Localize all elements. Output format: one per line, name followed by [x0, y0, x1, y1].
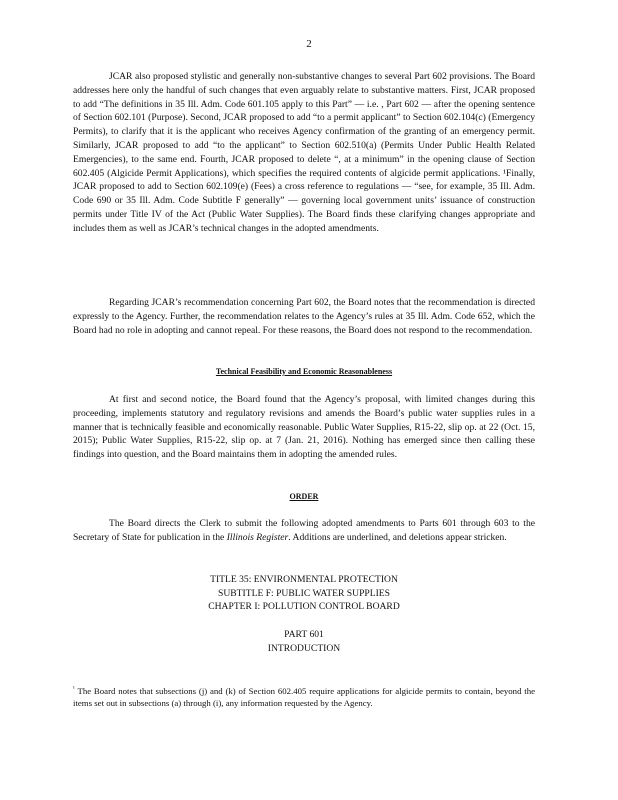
footnote-text: The Board notes that subsections (j) and (k) of Section 602.405 require applications for algicide permits to contain, beyond the items set out in subsections (a) through (i), any information requested by the Agency.	[73, 685, 536, 709]
paragraph-order	[73, 517, 535, 545]
footnote-mark: ¹	[73, 686, 75, 692]
order-text-1: The Board directs the Clerk to submit the following adopted amendments to Parts 601 through 603 to the Secretary of State for publication in the	[73, 518, 535, 543]
heading-order: ORDER	[289, 492, 319, 501]
part-number: PART 601	[284, 629, 324, 640]
paragraph-jcar-recommendation: Regarding JCAR’s recommendation concerning Part 602, the Board notes that the recommendation is directed expressly to the Agency. Further, the recommendation relates to the Agency’s rules at 35 Ill. Adm. Code 652, which the Board had no role in adopting and cannot repeal. For these reasons, the Board does not respond to the recommendation.	[73, 297, 535, 336]
title-line-2: SUBTITLE F: PUBLIC WATER SUPPLIES	[218, 587, 390, 599]
page-number: 2	[306, 38, 312, 50]
paragraph-jcar-changes: JCAR also proposed stylistic and generally non-substantive changes to several Part 602 provisions. The Board addresses here only the handful of such changes that even arguably relate to substantive matters. First, JCAR proposed to add “The definitions in 35 Ill. Adm. Code 601.105 apply to this Part” — i.e. , Part 602 — after the opening sentence of Section 602.101 (Purpose). Second, JCAR proposed to add “to a permit applicant” to Section 602.104(c) (Emergency Permits), to clarify that it is the applicant who receives Agency confirmation of the granting of an emergency permit. Similarly, JCAR proposed to add “to the applicant” to Section 602.510(a) (Permits Under Public Health Related Emergencies), to the same end. Fourth, JCAR proposed to delete “, at a minimum” in the opening clause of Section 602.405 (Algicide Permit Applications), which specifies the required contents of algicide permit applications. ¹Finally, JCAR proposed to add to Section 602.109(e) (Fees) a cross reference to regulations — “see, for example, 35 Ill. Adm. Code 690 or 35 Ill. Adm. Code Subtitle F generally” — governing local government units’ issuance of construction permits under Title IV of the Act (Public Water Supplies). The Board finds these clarifying changes appropriate and includes them as well as JCAR’s technical changes in the adopted amendments.	[73, 71, 535, 234]
footnote	[73, 683, 535, 710]
illinois-register-title: Illinois Register	[226, 531, 289, 543]
part-heading	[73, 628, 535, 655]
heading-technical-feasibility: Technical Feasibility and Economic Reasonableness	[215, 367, 393, 376]
title-block	[73, 573, 535, 614]
part-title: INTRODUCTION	[267, 642, 341, 654]
paragraph-technical-findings: At first and second notice, the Board found that the Agency’s proposal, with limited changes during this proceeding, implements statutory and regulatory revisions and amends the Board’s public water supplies rules in a manner that is technically feasible and economically reasonable. Public Water Supplies, R15-22, slip op. at 22 (Oct. 15, 2015); Public Water Supplies, R15-22, slip op. at 7 (Jan. 21, 2016). Nothing has emerged since then calling these findings into question, and the Board maintains them in adopting the amended rules.	[73, 394, 535, 461]
title-line-1: TITLE 35: ENVIRONMENTAL PROTECTION	[210, 574, 398, 585]
order-text-2: . Additions are underlined, and deletions appear stricken.	[288, 531, 507, 543]
title-line-3: CHAPTER I: POLLUTION CONTROL BOARD	[208, 601, 400, 612]
